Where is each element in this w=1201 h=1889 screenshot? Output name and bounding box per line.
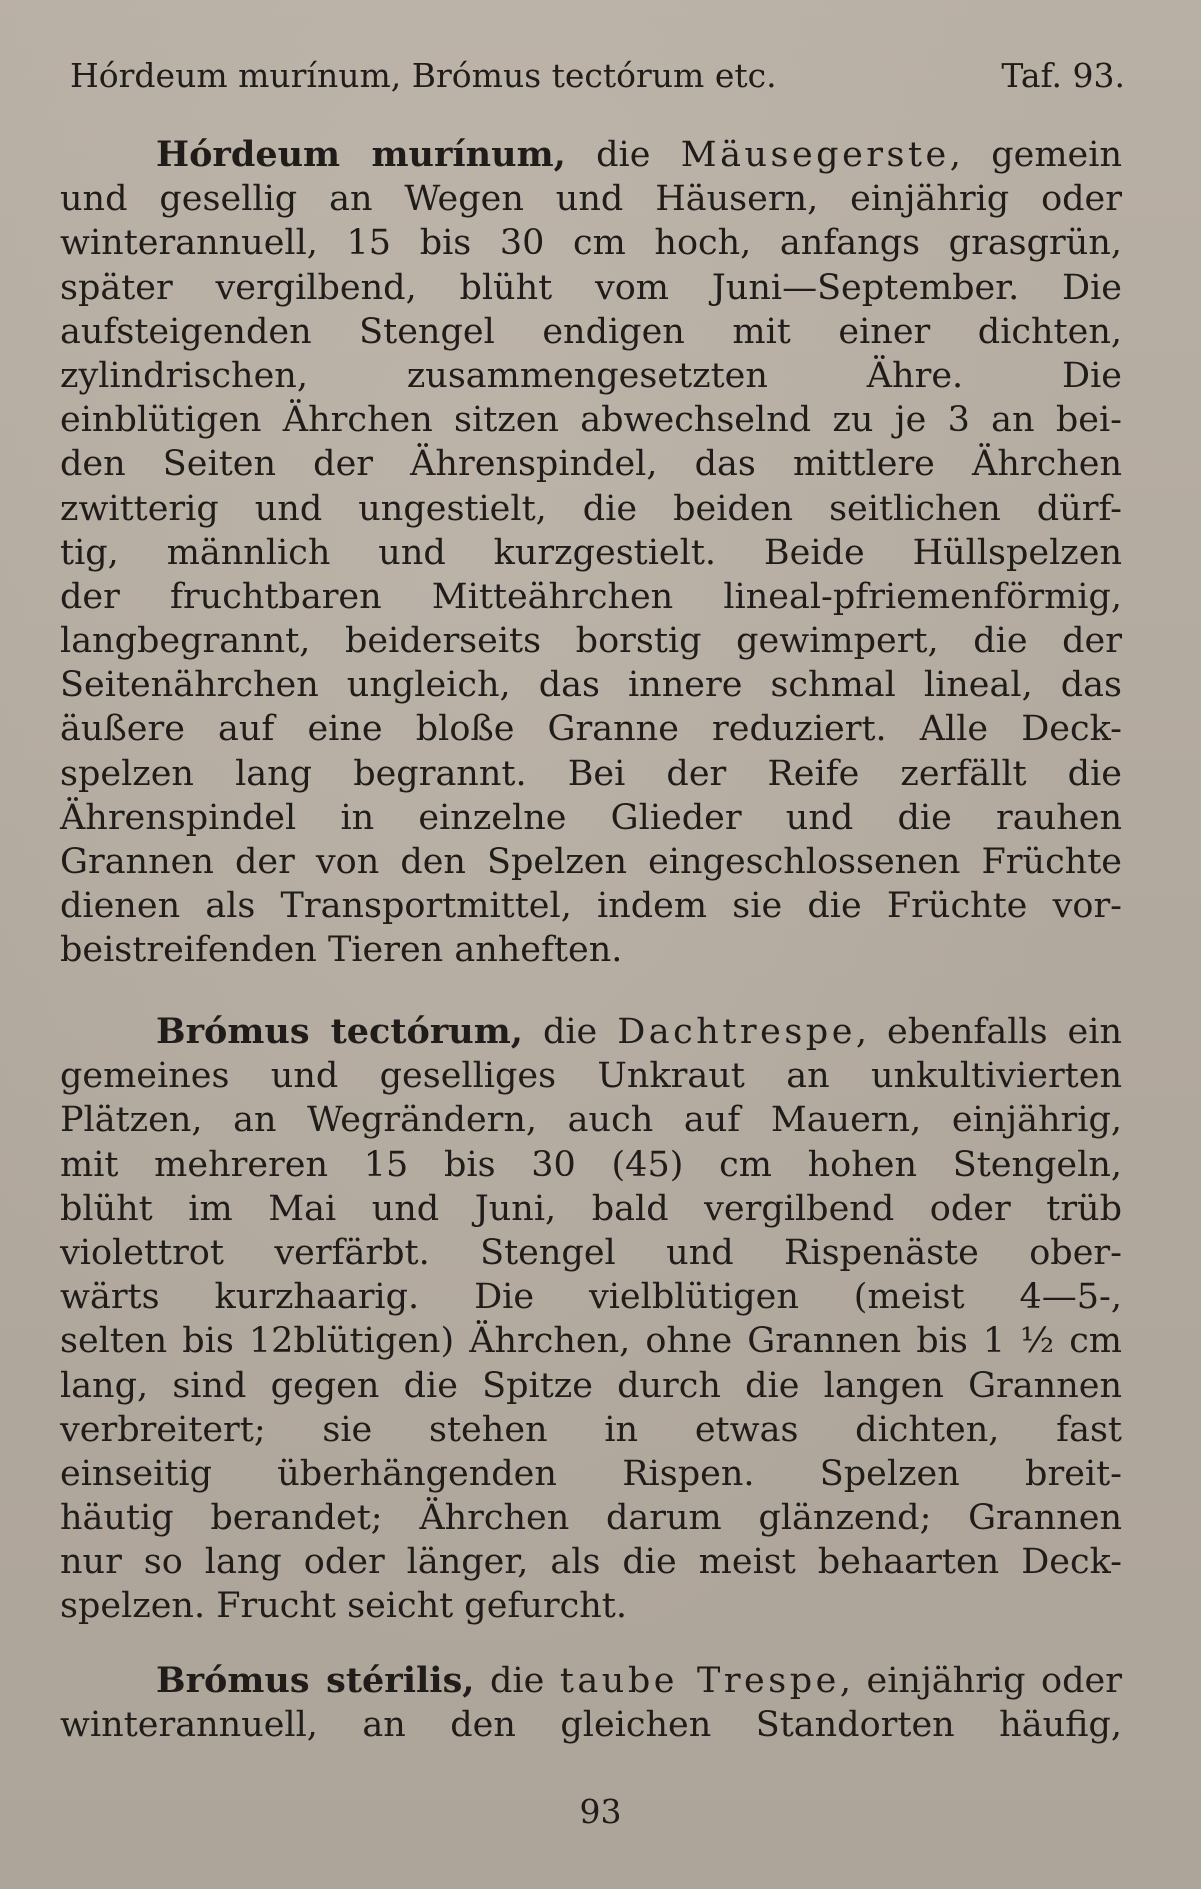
text-line: äußere auf eine bloße Granne reduziert. Alle Deck- [60, 709, 1122, 750]
text-line: und gesellig an Wegen und Häusern, einjährig oder [60, 179, 1122, 220]
text-line: wärts kurzhaarig. Die vielblütigen (meist 4—5-, [60, 1277, 1122, 1318]
text-line: der fruchtbaren Mitteährchen lineal-pfriemenförmig, [60, 576, 1122, 617]
species-name: Brómus tectórum, [156, 1011, 523, 1052]
header-title: Hórdeum murínum, Brómus tectórum etc. [70, 56, 777, 95]
text-line: lang, sind gegen die Spitze durch die langen Grannen [60, 1365, 1122, 1406]
plate-number: Taf. 93. [1001, 56, 1125, 95]
common-name: Mäusegerste [680, 135, 950, 175]
text-line: einblütigen Ährchen sitzen abwechselnd zu je 3 an bei- [60, 400, 1122, 441]
text-line: blüht im Mai und Juni, bald vergilbend oder trüb [60, 1188, 1122, 1229]
text-line: spelzen. Frucht seicht gefurcht. [60, 1586, 627, 1627]
text-line: Plätzen, an Wegrändern, auch auf Mauern, einjährig, [60, 1100, 1122, 1141]
text-line: winterannuell, 15 bis 30 cm hoch, anfangs grasgrün, [60, 223, 1122, 264]
text-line: später vergilbend, blüht vom Juni—September. Die [60, 267, 1122, 308]
text-line: tig, männlich und kurzgestielt. Beide Hüllspelzen [60, 532, 1122, 573]
text-line: mit mehreren 15 bis 30 (45) cm hohen Stengeln, [60, 1144, 1122, 1185]
text-line: selten bis 12blütigen) Ährchen, ohne Grannen bis 1 ½ cm [60, 1321, 1122, 1362]
species-name: Hórdeum murínum, [156, 134, 566, 175]
text-line: violettrot verfärbt. Stengel und Rispenäste ober- [60, 1232, 1122, 1273]
common-name: taube Trespe [559, 1661, 840, 1701]
text-line: Seitenährchen ungleich, das innere schmal lineal, das [60, 665, 1122, 706]
text-line: Grannen der von den Spelzen eingeschlossenen Früchte [60, 842, 1122, 882]
text-line: Ährenspindel in einzelne Glieder und die rauhen [60, 797, 1122, 838]
paragraph-hordeum-murinum [60, 133, 1122, 973]
text-line: Hórdeum murínum, die Mäusegerste, gemein [156, 134, 1122, 175]
common-name: Dachtrespe [617, 1012, 856, 1052]
text-line: gemeines und geselliges Unkraut an unkultivierten [60, 1056, 1122, 1097]
text-line: verbreitert; sie stehen in etwas dichten, fast [60, 1409, 1122, 1450]
species-name: Brómus stérilis, [156, 1660, 475, 1701]
text-line: Brómus stérilis, die taube Trespe, einjährig oder [156, 1660, 1122, 1701]
text-line: häutig berandet; Ährchen darum glänzend; Grannen [60, 1498, 1122, 1539]
text-line: winterannuell, an den gleichen Standorten häufig, [60, 1705, 1122, 1746]
text-line: aufsteigenden Stengel endigen mit einer dichten, [60, 311, 1122, 352]
text-line: dienen als Transportmittel, indem sie die Früchte vor- [60, 886, 1122, 927]
text-line: langbegrannt, beiderseits borstig gewimpert, die der [60, 621, 1122, 662]
paragraph-bromus-sterilis [60, 1659, 1122, 1747]
text-line: den Seiten der Ährenspindel, das mittlere Ährchen [60, 444, 1122, 485]
page-number: 93 [579, 1792, 622, 1831]
text-line: nur so lang oder länger, als die meist behaarten Deck- [60, 1542, 1122, 1583]
text-line: zylindrischen, zusammengesetzten Ähre. Die [60, 355, 1122, 396]
paragraph-bromus-tectorum [60, 1010, 1122, 1629]
text-line: einseitig überhängenden Rispen. Spelzen breit- [60, 1453, 1122, 1494]
text-line: beistreifenden Tieren anheften. [60, 930, 623, 971]
running-header [70, 52, 1125, 100]
text-line: zwitterig und ungestielt, die beiden seitlichen dürf- [60, 488, 1122, 529]
text-line: Brómus tectórum, die Dachtrespe, ebenfalls ein [156, 1011, 1123, 1052]
text-line: spelzen lang begrannt. Bei der Reife zerfällt die [60, 753, 1122, 794]
